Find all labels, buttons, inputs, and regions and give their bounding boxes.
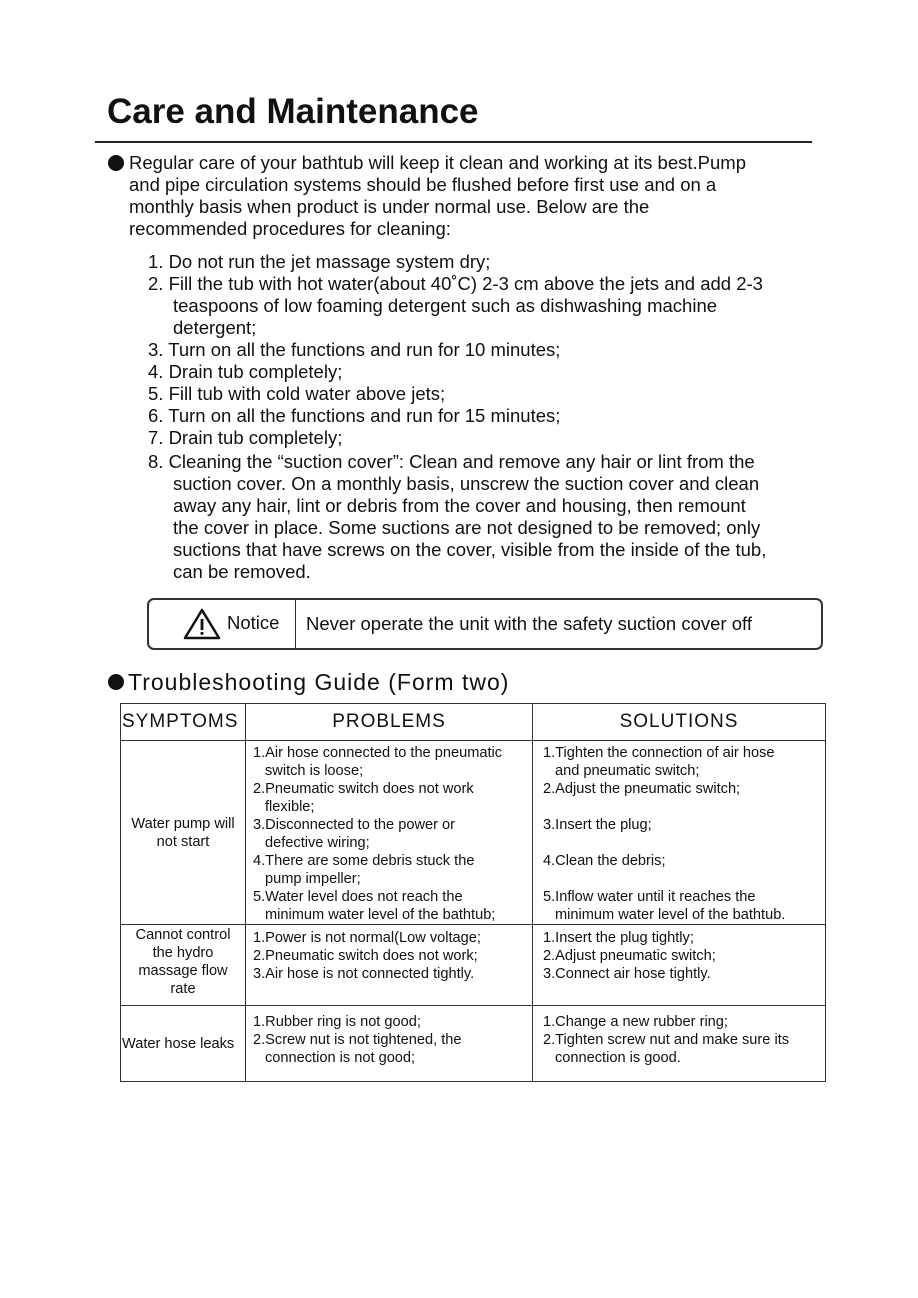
solutions-cell bbox=[533, 925, 826, 1006]
cleaning-steps bbox=[148, 251, 766, 583]
problem-line: switch is loose; bbox=[265, 763, 364, 779]
table-row bbox=[121, 741, 826, 925]
solution-line: 3.Connect air hose tightly. bbox=[543, 966, 711, 982]
step-line: 8. Cleaning the “suction cover”: Clean and remove any hair or lint from the bbox=[148, 451, 755, 472]
symptom-line: the hydro bbox=[152, 945, 214, 961]
step-line: 2. Fill the tub with hot water(about 40˚C) 2-3 cm above the jets and add 2-3 bbox=[148, 273, 763, 294]
solution-line bbox=[543, 870, 825, 888]
notice-label: Notice bbox=[227, 612, 280, 633]
table-header-row bbox=[121, 704, 826, 741]
problem-line: connection is not good; bbox=[265, 1050, 416, 1066]
step-line: 4. Drain tub completely; bbox=[148, 361, 343, 382]
notice-divider bbox=[295, 600, 296, 648]
solution-line: and pneumatic switch; bbox=[555, 763, 700, 779]
problem-line: 1.Air hose connected to the pneumatic bbox=[253, 745, 503, 761]
solutions-cell bbox=[533, 741, 826, 925]
header-symptoms: SYMPTOMS bbox=[121, 704, 246, 741]
problem-line: defective wiring; bbox=[265, 835, 370, 851]
step-line: 5. Fill tub with cold water above jets; bbox=[148, 383, 446, 404]
title-divider bbox=[95, 141, 812, 143]
notice-message: Never operate the unit with the safety suction cover off bbox=[306, 613, 752, 634]
solution-line bbox=[543, 798, 825, 816]
symptom-line: Water pump will bbox=[131, 815, 235, 832]
symptom-cell bbox=[121, 925, 246, 1006]
intro-line: Regular care of your bathtub will keep it clean and working at its best.Pump bbox=[129, 152, 746, 173]
warning-icon bbox=[183, 608, 221, 640]
intro-line: recommended procedures for cleaning: bbox=[129, 218, 451, 239]
intro-line: and pipe circulation systems should be flushed before first use and on a bbox=[129, 174, 717, 195]
solution-line: 4.Clean the debris; bbox=[543, 853, 666, 869]
step-line: away any hair, lint or debris from the cover and housing, then remount bbox=[173, 495, 746, 516]
problem-line: 2.Pneumatic switch does not work; bbox=[253, 948, 478, 964]
problems-cell bbox=[246, 1006, 533, 1082]
symptom-cell bbox=[121, 1006, 246, 1082]
step-line: detergent; bbox=[173, 317, 257, 338]
symptom-line: Cannot control bbox=[135, 927, 231, 943]
problem-line: 3.Air hose is not connected tightly. bbox=[253, 966, 475, 982]
problems-cell bbox=[246, 741, 533, 925]
intro-line: monthly basis when product is under normal use. Below are the bbox=[129, 196, 650, 217]
problem-line: 3.Disconnected to the power or bbox=[253, 817, 455, 833]
step-line: suctions that have screws on the cover, visible from the inside of the tub, bbox=[173, 539, 767, 560]
problem-line: 1.Rubber ring is not good; bbox=[253, 1014, 421, 1030]
problem-line: pump impeller; bbox=[265, 871, 361, 887]
troubleshooting-table bbox=[120, 703, 826, 1082]
symptom-line: rate bbox=[170, 981, 196, 997]
solution-line: 3.Insert the plug; bbox=[543, 817, 652, 833]
solution-line: 2.Tighten screw nut and make sure its bbox=[543, 1032, 790, 1048]
bullet-icon bbox=[108, 155, 124, 171]
solution-line: minimum water level of the bathtub. bbox=[555, 907, 786, 923]
problem-line: flexible; bbox=[265, 799, 315, 815]
solution-line: connection is good. bbox=[555, 1050, 681, 1066]
solution-line: 5.Inflow water until it reaches the bbox=[543, 889, 756, 905]
step-line: can be removed. bbox=[173, 561, 311, 582]
problem-line: 1.Power is not normal(Low voltage; bbox=[253, 930, 481, 946]
solution-line: 1.Insert the plug tightly; bbox=[543, 930, 694, 946]
step-line: suction cover. On a monthly basis, unscrew the suction cover and clean bbox=[173, 473, 760, 494]
page-title: Care and Maintenance bbox=[107, 92, 479, 131]
solution-line: 1.Tighten the connection of air hose bbox=[543, 745, 775, 761]
solution-line: 2.Adjust the pneumatic switch; bbox=[543, 781, 741, 797]
solution-line: 1.Change a new rubber ring; bbox=[543, 1014, 728, 1030]
step-line: 1. Do not run the jet massage system dry; bbox=[148, 251, 491, 272]
problem-line: 2.Pneumatic switch does not work bbox=[253, 781, 474, 797]
step-line: 3. Turn on all the functions and run for 10 minutes; bbox=[148, 339, 561, 360]
symptom-line: Water hose leaks bbox=[122, 1035, 235, 1052]
table-row bbox=[121, 925, 826, 1006]
intro-paragraph bbox=[129, 152, 746, 240]
symptom-line: not start bbox=[156, 833, 210, 850]
table-row bbox=[121, 1006, 826, 1082]
problems-cell bbox=[246, 925, 533, 1006]
notice-box bbox=[147, 598, 823, 650]
problem-line: 2.Screw nut is not tightened, the bbox=[253, 1032, 462, 1048]
symptom-cell bbox=[121, 741, 246, 925]
problem-line: 5.Water level does not reach the bbox=[253, 889, 463, 905]
header-problems: PROBLEMS bbox=[246, 704, 533, 741]
problem-line: 4.There are some debris stuck the bbox=[253, 853, 475, 869]
symptom-line: massage flow bbox=[138, 963, 228, 979]
step-line: teaspoons of low foaming detergent such as dishwashing machine bbox=[173, 295, 718, 316]
step-line: the cover in place. Some suctions are not designed to be removed; only bbox=[173, 517, 761, 538]
solution-line: 2.Adjust pneumatic switch; bbox=[543, 948, 716, 964]
step-line: 6. Turn on all the functions and run for 15 minutes; bbox=[148, 405, 561, 426]
troubleshooting-heading: Troubleshooting Guide (Form two) bbox=[128, 669, 510, 695]
solution-line bbox=[543, 834, 825, 852]
problem-line: minimum water level of the bathtub; bbox=[265, 907, 496, 923]
step-line: 7. Drain tub completely; bbox=[148, 427, 343, 448]
header-solutions: SOLUTIONS bbox=[533, 704, 826, 741]
bullet-icon bbox=[108, 674, 124, 690]
solutions-cell bbox=[533, 1006, 826, 1082]
